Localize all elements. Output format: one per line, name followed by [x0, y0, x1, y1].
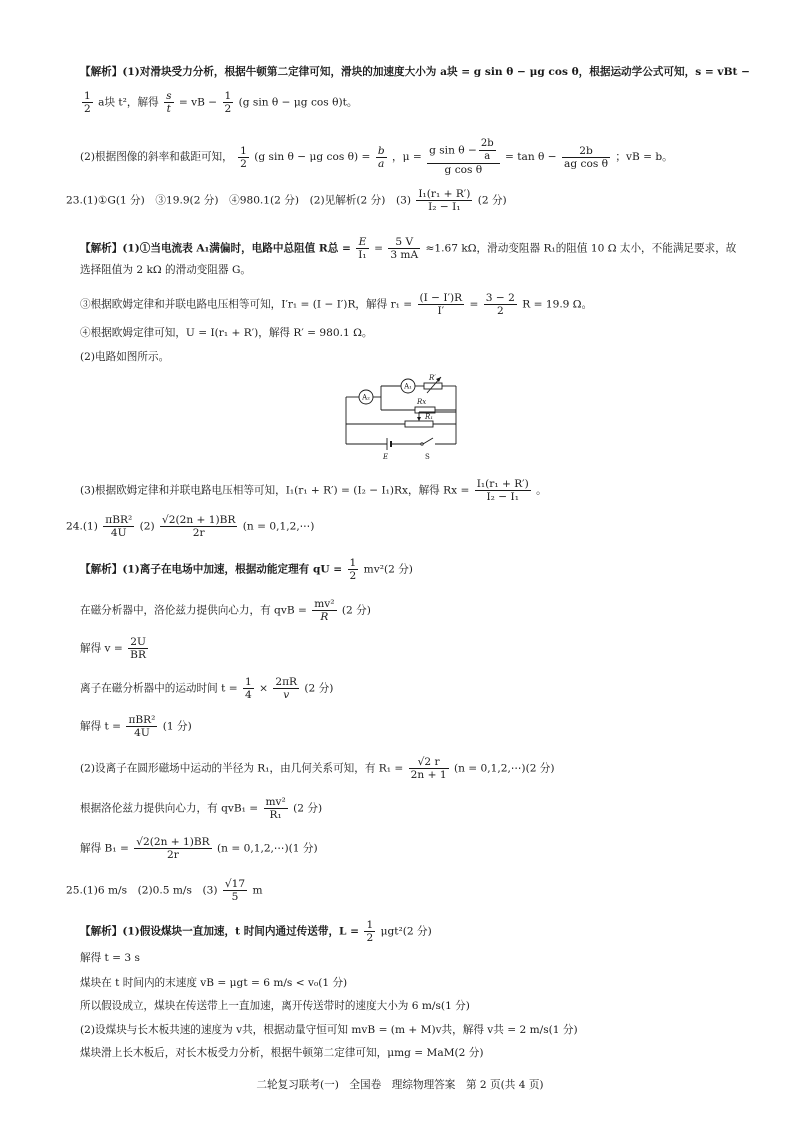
text: ④根据欧姆定律可知，U = I(r₁ + R′)，解得 R′ = 980.1 Ω。 — [80, 327, 373, 339]
analysis-text: 【解析】(1)离子在电场中加速，根据动能定理有 qU = — [80, 563, 343, 576]
text: a块 t²，解得 — [98, 96, 159, 109]
circuit-diagram — [345, 372, 470, 467]
text: 煤块滑上长木板后，对长木板受力分析，根据牛顿第二定律可知，μmg = MaM(2 分) — [80, 1047, 484, 1059]
inner-fraction: $\frac{2b}{a}$ — [480, 138, 494, 162]
switch-pivot — [421, 443, 423, 445]
fraction: $\frac{\text{πBR²}}{4U}$ — [105, 514, 133, 539]
text: 解得 v = — [80, 642, 123, 655]
text: ，μ = — [391, 151, 422, 163]
line-18 — [80, 796, 322, 821]
s-label: S — [425, 453, 430, 461]
text: (2 分) — [477, 194, 507, 207]
fraction: $\frac{\text{πBR²}}{4U}$ — [128, 714, 156, 739]
text: 所以假设成立，煤块在传送带上一直加速，离开传送带时的速度大小为 6 m/s(1 分) — [80, 1000, 470, 1012]
fraction: $\frac{\text{I₁(r₁ + R′)}}{\text{I₂ − I₁}}$ — [418, 188, 471, 213]
a2-label: A₂ — [362, 393, 370, 402]
text: (n = 0,1,2,⋯)(2 分) — [453, 762, 555, 775]
fraction: $\frac{2\pi R}{v}$ — [275, 676, 298, 701]
fraction: $\frac{5 V}{3 mA}$ — [390, 236, 419, 261]
text: (n = 0,1,2,⋯)(1 分) — [217, 842, 318, 855]
text: m — [252, 884, 263, 897]
line-24 — [80, 999, 470, 1013]
line-25 — [80, 1023, 578, 1037]
line-22 — [80, 951, 140, 965]
analysis-text: 【解析】(1)假设煤块一直加速，t 时间内通过传送带，L = — [80, 925, 360, 938]
line-12 — [80, 557, 413, 582]
line-26 — [80, 1046, 484, 1060]
line-9 — [80, 350, 169, 364]
text: μgt²(2 分) — [380, 925, 432, 938]
line-10 — [80, 478, 547, 503]
text: mv²(2 分) — [363, 563, 413, 576]
text: = vB − — [178, 96, 218, 109]
line-1 — [80, 65, 750, 79]
switch-blade — [423, 438, 433, 444]
line-3 — [80, 138, 673, 176]
line-15 — [80, 676, 333, 701]
fraction: $\frac{\text{I₁(r₁ + R′)}}{\text{I₂ − I₁}}$ — [476, 478, 529, 503]
line-6 — [80, 263, 251, 277]
fraction: $\frac{1}{2}$ — [366, 919, 374, 944]
line-14 — [80, 636, 150, 661]
fraction: $\frac{2U}{BR}$ — [130, 636, 146, 661]
text: 选择阻值为 2 kΩ 的滑动变阻器 G。 — [80, 264, 251, 276]
line-23 — [80, 976, 347, 990]
fraction: $\frac{s}{t}$ — [166, 90, 172, 115]
text: (n = 0,1,2,⋯) — [242, 520, 315, 533]
text: ③根据欧姆定律和并联电路电压相等可知，I′r₁ = (I − I′)R，解得 r₁ = — [80, 298, 413, 311]
rx-label: Rx — [417, 398, 427, 406]
text: 24.(1) — [66, 520, 98, 533]
line-13 — [80, 598, 371, 623]
line-2 — [80, 90, 357, 115]
text: (2 分) — [293, 802, 323, 815]
text: (3)根据欧姆定律和并联电路电压相等可知，I₁(r₁ + R′) = (I₂ − I₁)Rx，解得 Rx = — [80, 484, 470, 497]
text: = — [469, 298, 479, 311]
fraction: $\frac{\text{mv²}}{R}$ — [314, 598, 335, 623]
a1-label: A₁ — [404, 382, 412, 391]
text: 解得 t = 3 s — [80, 952, 140, 964]
r1-label: R₁ — [425, 413, 434, 421]
fraction: $\frac{1}{2}$ — [240, 144, 247, 170]
text: ≈1.67 kΩ，滑动变阻器 R₁的阻值 10 Ω 太小，不能满足要求，故 — [425, 242, 737, 255]
fraction: $\frac{1}{2}$ — [349, 557, 357, 582]
line-19 — [80, 836, 318, 861]
text: 根据洛伦兹力提供向心力，有 qvB₁ = — [80, 802, 259, 815]
analysis-text: 【解析】(1)①当电流表 A₁满偏时，电路中总阻值 R总 = — [80, 242, 351, 255]
fraction: $\frac{√2 r}{2n + 1}$ — [410, 756, 447, 781]
text: 解得 B₁ = — [80, 842, 129, 855]
fraction: $\frac{1}{2}$ — [84, 90, 91, 115]
text: 。 — [536, 484, 547, 497]
line-7 — [80, 292, 592, 317]
fraction: $\frac{√17}{5}$ — [224, 878, 246, 903]
line-16 — [80, 714, 192, 739]
text: (2) — [139, 520, 155, 533]
text: 25.(1)6 m/s (2)0.5 m/s (3) — [66, 884, 218, 897]
fraction: $\frac{\text{mv²}}{\text{R₁}}$ — [265, 796, 286, 821]
fraction: $\frac{1}{4}$ — [244, 676, 252, 701]
text: 离子在磁分析器中的运动时间 t = — [80, 682, 238, 695]
rprime-label: R′ — [429, 374, 436, 382]
text: R = 19.9 Ω。 — [522, 298, 593, 311]
answer-24 — [66, 514, 314, 539]
text: (2 分) — [304, 682, 334, 695]
text: = tan θ − — [505, 151, 557, 163]
text: (g sin θ − μg cos θ) = — [254, 151, 371, 163]
line-8 — [80, 326, 372, 340]
page-footer: 二轮复习联考(一) 全国卷 理综物理答案 第 2 页(共 4 页) — [256, 1079, 544, 1091]
text: 煤块在 t 时间内的末速度 vB = μgt = 6 m/s < v₀(1 分) — [80, 977, 348, 989]
line-21 — [80, 919, 432, 944]
answer-25 — [66, 878, 263, 903]
fraction: $\frac{E}{\text{I₁}}$ — [358, 236, 367, 261]
line-17 — [80, 756, 555, 781]
fraction: $\frac{(I - I')R}{I'}$ — [419, 292, 463, 317]
text: (2)设煤块与长木板共速的速度为 v共，根据动量守恒可知 mvB = (m + M)v共，解得 v共 = 2 m/s(1 分) — [80, 1024, 578, 1036]
fraction: $\frac{3 - 2}{2}$ — [485, 292, 515, 317]
e-label: E — [383, 453, 389, 461]
fraction: $\frac{b}{a}$ — [377, 144, 385, 170]
text: = — [374, 242, 383, 255]
text: ；vB = b。 — [615, 151, 673, 163]
fraction: $\frac{2b}{\text{ag cos θ}}$ — [564, 144, 609, 170]
text: 23.(1)①G(1 分) ③19.9(2 分) ④980.1(2 分) (2)见解析(2 分) (3) — [66, 194, 411, 207]
text: (2)根据图像的斜率和截距可知， — [80, 151, 233, 163]
fraction: $\frac{1}{2}$ — [224, 90, 232, 115]
text: (g sin θ − μg cos θ)t。 — [238, 96, 358, 109]
analysis-text: 【解析】(1)对滑块受力分析，根据牛顿第二定律可知，滑块的加速度大小为 a块 = g sin θ − μg cos θ，根据运动学公式可知，s = vBt − — [80, 66, 750, 78]
text: × — [259, 682, 268, 695]
fraction: $\frac{√2(2n + 1)BR}{2r}$ — [161, 514, 236, 539]
text: 解得 t = — [80, 720, 122, 733]
line-5 — [80, 236, 736, 261]
fraction: $\frac{√2(2n + 1)BR}{2r}$ — [136, 836, 210, 861]
text: 在磁分析器中，洛伦兹力提供向心力，有 qvB = — [80, 604, 307, 617]
text: (2)设离子在圆形磁场中运动的半径为 R₁，由几何关系可知，有 R₁ = — [80, 762, 404, 775]
text: (2)电路如图所示。 — [80, 351, 170, 363]
text: (2 分) — [341, 604, 371, 617]
answer-23 — [66, 188, 507, 213]
resistor-r1 — [405, 421, 433, 427]
slider-arrow — [417, 417, 421, 421]
text: (1 分) — [162, 720, 192, 733]
fraction: g sin θ − $\frac{2b}{a}$ g cos θ — [427, 138, 500, 176]
